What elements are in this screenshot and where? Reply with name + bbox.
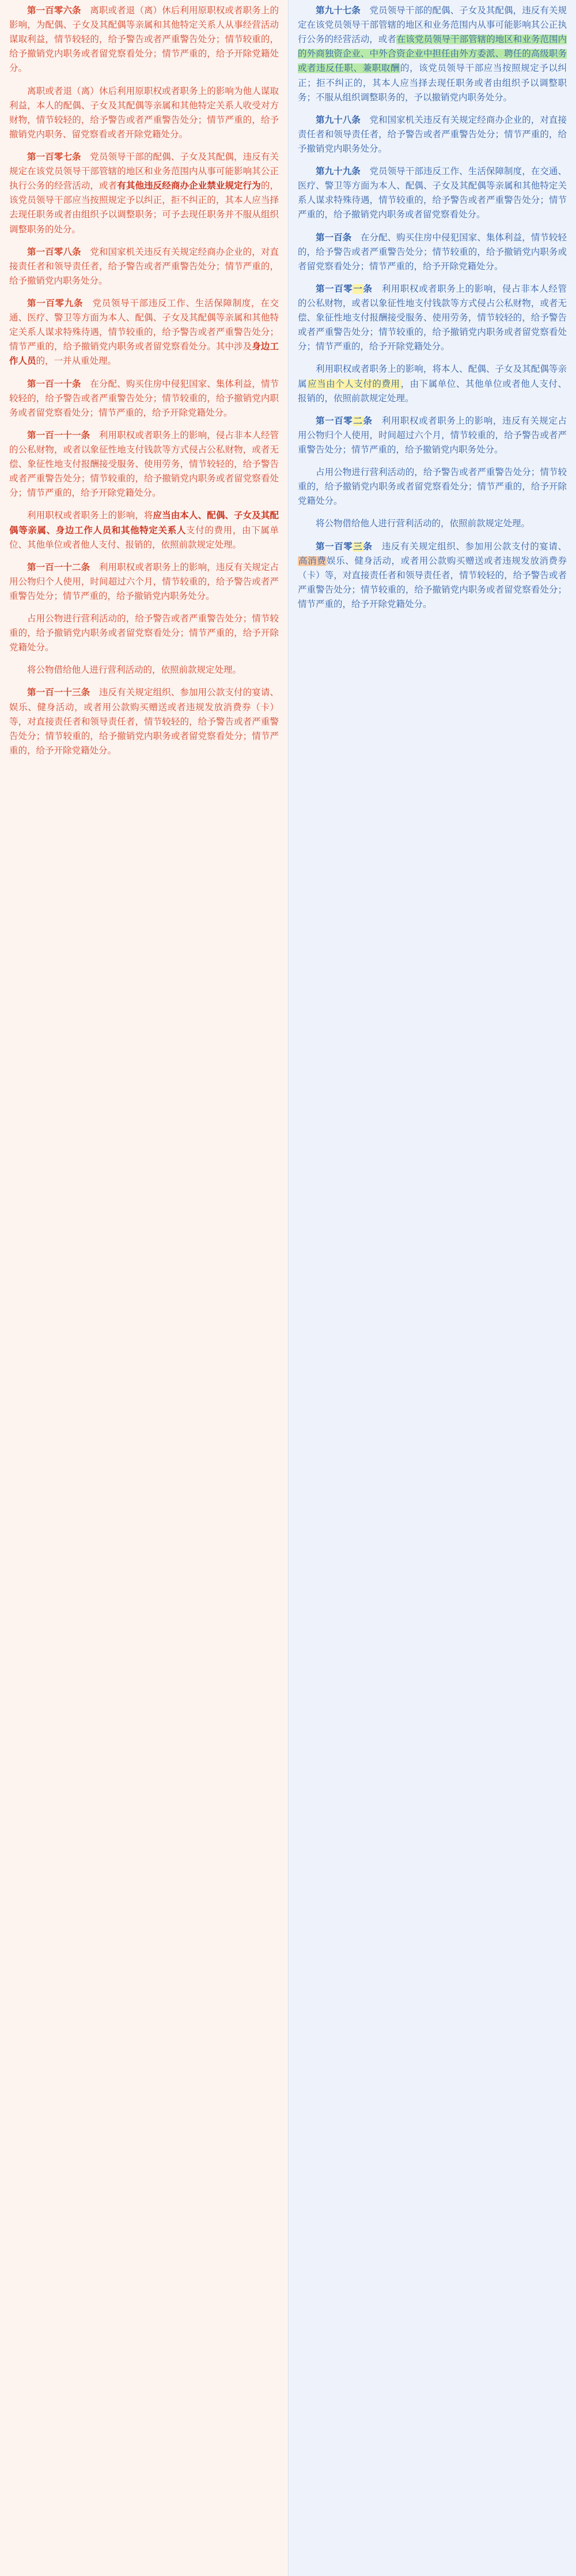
body-text: ，由下属单位、其他单位或者他人支付、报销的，依照前款规定处理。	[298, 379, 567, 403]
body-text: 在分配、购买住房中侵犯国家、集体利益，情节较轻的，给予警告或者严重警告处分；情节较重的，给予撤销党内职务或者留党察看处分；情节严重的，给予开除党籍处分。	[298, 232, 567, 271]
highlighted-text: 三	[353, 541, 363, 552]
article-paragraph	[9, 377, 279, 420]
body-text: 的，该党员领导干部应当按照规定予以纠正，拒不纠正的，其本人应当择去现任职务或者由组织予以调整职务；可予去现任职务并不服从组织调整职务的处分。	[9, 181, 279, 235]
article-paragraph	[298, 231, 567, 274]
article-paragraph	[298, 516, 567, 531]
article-number: 条	[363, 541, 373, 552]
article-paragraph	[9, 84, 279, 142]
article-number: 条	[363, 416, 373, 426]
article-paragraph	[9, 3, 279, 76]
article-number: 第一百一十一条	[27, 430, 90, 440]
article-number: 第一百零六条	[27, 6, 81, 16]
body-text: 利用职权或者职务上的影响，违反有关规定占用公物归个人使用，时间超过六个月，情节较重的，给予警告或者严重警告处分；情节严重的，给予撤销党内职务处分。	[298, 416, 567, 455]
article-paragraph	[9, 685, 279, 758]
highlighted-text: 一	[353, 284, 363, 294]
article-number: 第一百零	[316, 416, 353, 426]
article-number: 第一百零九条	[27, 298, 84, 308]
article-number: 第九十九条	[316, 167, 361, 177]
highlighted-text: 在该党员领导干部管辖的地区和业务范围内的外商独资企业、中外合资企业中担任由外方委派、聘任的高级职务或者违反任职、兼职取酬	[298, 35, 567, 74]
body-text: 娱乐、健身活动，或者用公款购买赠送或者违规发放消费券（卡）等，对直接责任者和领导责任者，情节较轻的，给予警告或者严重警告处分；情节较重的，给予撤销党内职务或者留党察看处分；情节严重的，给予开除党籍处分。	[298, 556, 567, 609]
article-number: 第一百零	[316, 284, 353, 294]
highlighted-text: 应当由个人支付的费用	[308, 379, 400, 389]
article-paragraph	[9, 560, 279, 604]
body-text: 将公物借给他人进行营利活动的，依照前款规定处理。	[316, 519, 530, 529]
article-paragraph	[298, 282, 567, 354]
body-text: 的，该党员领导干部应当按照规定予以纠正；拒不纠正的，其本人应当择去现任职务或者由组织予以调整职务；不服从组织调整职务的，予以撤销党内职务处分。	[298, 63, 567, 103]
article-number: 条	[363, 284, 373, 294]
article-number: 第一百条	[316, 232, 352, 243]
article-paragraph	[298, 362, 567, 405]
body-text: 利用职权或者职务上的影响，违反有关规定占用公物归个人使用，时间超过六个月，情节较重的，给予警告或者严重警告处分；情节严重的，给予撤销党内职务处分。	[9, 562, 279, 601]
body-text: 党员领导干部的配偶、子女及其配偶，违反有关规定在该党员领导干部管辖的地区和业务范围内从事可能影响其公正执行公务的经营活动，或者	[298, 6, 567, 45]
article-paragraph	[9, 612, 279, 655]
body-text: 党和国家机关违反有关规定经商办企业的，对直接责任者和领导责任者，给予警告或者严重警告处分；情节严重的，给予撤销党内职务处分。	[9, 247, 279, 286]
right-column-new-text	[288, 0, 576, 2576]
body-text: 支付的费用，由下属单位、其他单位或者他人支付、报销的，依照前款规定处理。	[9, 525, 279, 550]
body-text: 利用职权或者职务上的影响，将	[27, 511, 153, 521]
body-text: 占用公物进行营利活动的，给予警告或者严重警告处分；情节较重的，给予撤销党内职务或者留党察看处分；情节严重的，给予开除党籍处分。	[298, 467, 567, 507]
body-text: 利用职权或者职务上的影响，侵占非本人经管的公私财物，或者以象征性地支付钱款等方式侵占公私财物，或者无偿、象征性地支付报酬接受服务、使用劳务，情节较轻的，给予警告或者严重警告处分；情节较重的，给予撤销党内职务或者留党察看处分；情节严重的，给予开除党籍处分。	[298, 284, 567, 352]
article-paragraph	[9, 150, 279, 237]
article-number: 第一百一十三条	[27, 688, 90, 698]
body-text: 在分配、购买住房中侵犯国家、集体利益，情节较轻的，给予警告或者严重警告处分；情节较重的，给予撤销党内职务或者留党察看处分；情节严重的，给予开除党籍处分。	[9, 379, 279, 418]
article-paragraph	[9, 245, 279, 288]
body-text: 的，一并从重处理。	[36, 356, 117, 367]
body-text: 党员领导干部的配偶、子女及其配偶，违反有关规定在该党员领导干部管辖的地区和业务范围内从事可能影响其公正执行公务的经营活动，或者	[9, 152, 279, 191]
article-number: 第一百零	[316, 541, 353, 552]
article-paragraph	[9, 663, 279, 677]
body-text: 占用公物进行营利活动的，给予警告或者严重警告处分；情节较重的，给予撤销党内职务或者留党察看处分；情节严重的，给予开除党籍处分。	[9, 614, 279, 653]
body-text: 离职或者退（离）休后利用原职权或者职务上的影响，为配偶、子女及其配偶等亲属和其他特定关系人从事经营活动谋取利益，情节较轻的，给予警告或者严重警告处分；情节较重的，给予撤销党内职务或者留党察看处分；情节严重的，给予开除党籍处分。	[9, 6, 279, 74]
body-text: 将公物借给他人进行营利活动的，依照前款规定处理。	[27, 665, 242, 676]
article-number: 第九十七条	[316, 6, 361, 16]
article-paragraph	[298, 414, 567, 457]
body-text: 利用职权或者职务上的影响，侵占非本人经管的公私财物，或者以象征性地支付钱款等方式侵占公私财物，或者无偿、象征性地支付报酬接受服务、使用劳务，情节较轻的，给予警告或者严重警告处分；情节较重的，给予撤销党内职务或者留党察看处分；情节严重的，给予开除党籍处分。	[9, 430, 279, 499]
body-text: 身边工作人员	[9, 342, 279, 367]
highlighted-text: 二	[353, 416, 363, 426]
body-text: 党员领导干部违反工作、生活保障制度，在交通、医疗、警卫等方面为本人、配偶、子女及其配偶等亲属和其他特定关系人谋求特殊待遇，情节较重的，给予警告或者严重警告处分；情节严重的，给予撤销党内职务或者留党察看处分。其中涉及	[9, 298, 279, 352]
article-paragraph	[9, 296, 279, 369]
article-number: 第九十八条	[316, 115, 361, 125]
body-text: 应当由本人、配偶、子女及其配偶等亲属、身边工作人员和其他特定关系人	[9, 511, 279, 535]
article-paragraph	[298, 465, 567, 508]
body-text: 党员领导干部违反工作、生活保障制度，在交通、医疗、警卫等方面为本人、配偶、子女及其配偶等亲属和其他特定关系人谋求特殊待遇，情节较重的，给予警告或者严重警告处分；情节严重的，给予撤销党内职务或者留党察看处分。	[298, 167, 567, 220]
body-text: 利用职权或者职务上的影响，将本人、配偶、子女及其配偶等亲属	[298, 364, 567, 389]
article-paragraph	[9, 508, 279, 552]
article-paragraph	[298, 3, 567, 105]
article-number: 第一百零七条	[27, 152, 81, 162]
highlighted-text: 高消费	[298, 556, 327, 566]
article-number: 第一百零八条	[27, 247, 81, 257]
body-text: 党和国家机关违反有关规定经商办企业的，对直接责任者和领导责任者，给予警告或者严重警告处分；情节严重的，给予撤销党内职务处分。	[298, 115, 567, 154]
body-text: 离职或者退（离）休后利用原职权或者职务上的影响为他人谋取利益，本人的配偶、子女及其配偶等亲属和其他特定关系人收受对方财物，情节较轻的，给予警告或者严重警告处分；情节严重的，给予撤销党内职务、留党察看或者开除党籍处分。	[9, 86, 279, 139]
article-number: 第一百一十条	[27, 379, 81, 389]
article-paragraph	[298, 164, 567, 222]
article-number: 第一百一十二条	[27, 562, 90, 572]
article-paragraph	[298, 113, 567, 156]
body-text: 违反有关规定组织、参加用公款支付的宴请、娱乐、健身活动，或者用公款购买赠送或者违规发放消费券（卡）等，对直接责任者和领导责任者，情节较轻的，给予警告或者严重警告处分；情节较重的，给予撤销党内职务或者留党察看处分；情节严重的，给予开除党籍处分。	[9, 688, 279, 756]
article-paragraph	[9, 428, 279, 501]
body-text: 违反有关规定组织、参加用公款支付的宴请、	[372, 541, 567, 552]
body-text: 有其他违反经商办企业禁业规定行为	[117, 181, 261, 191]
article-paragraph	[298, 540, 567, 612]
